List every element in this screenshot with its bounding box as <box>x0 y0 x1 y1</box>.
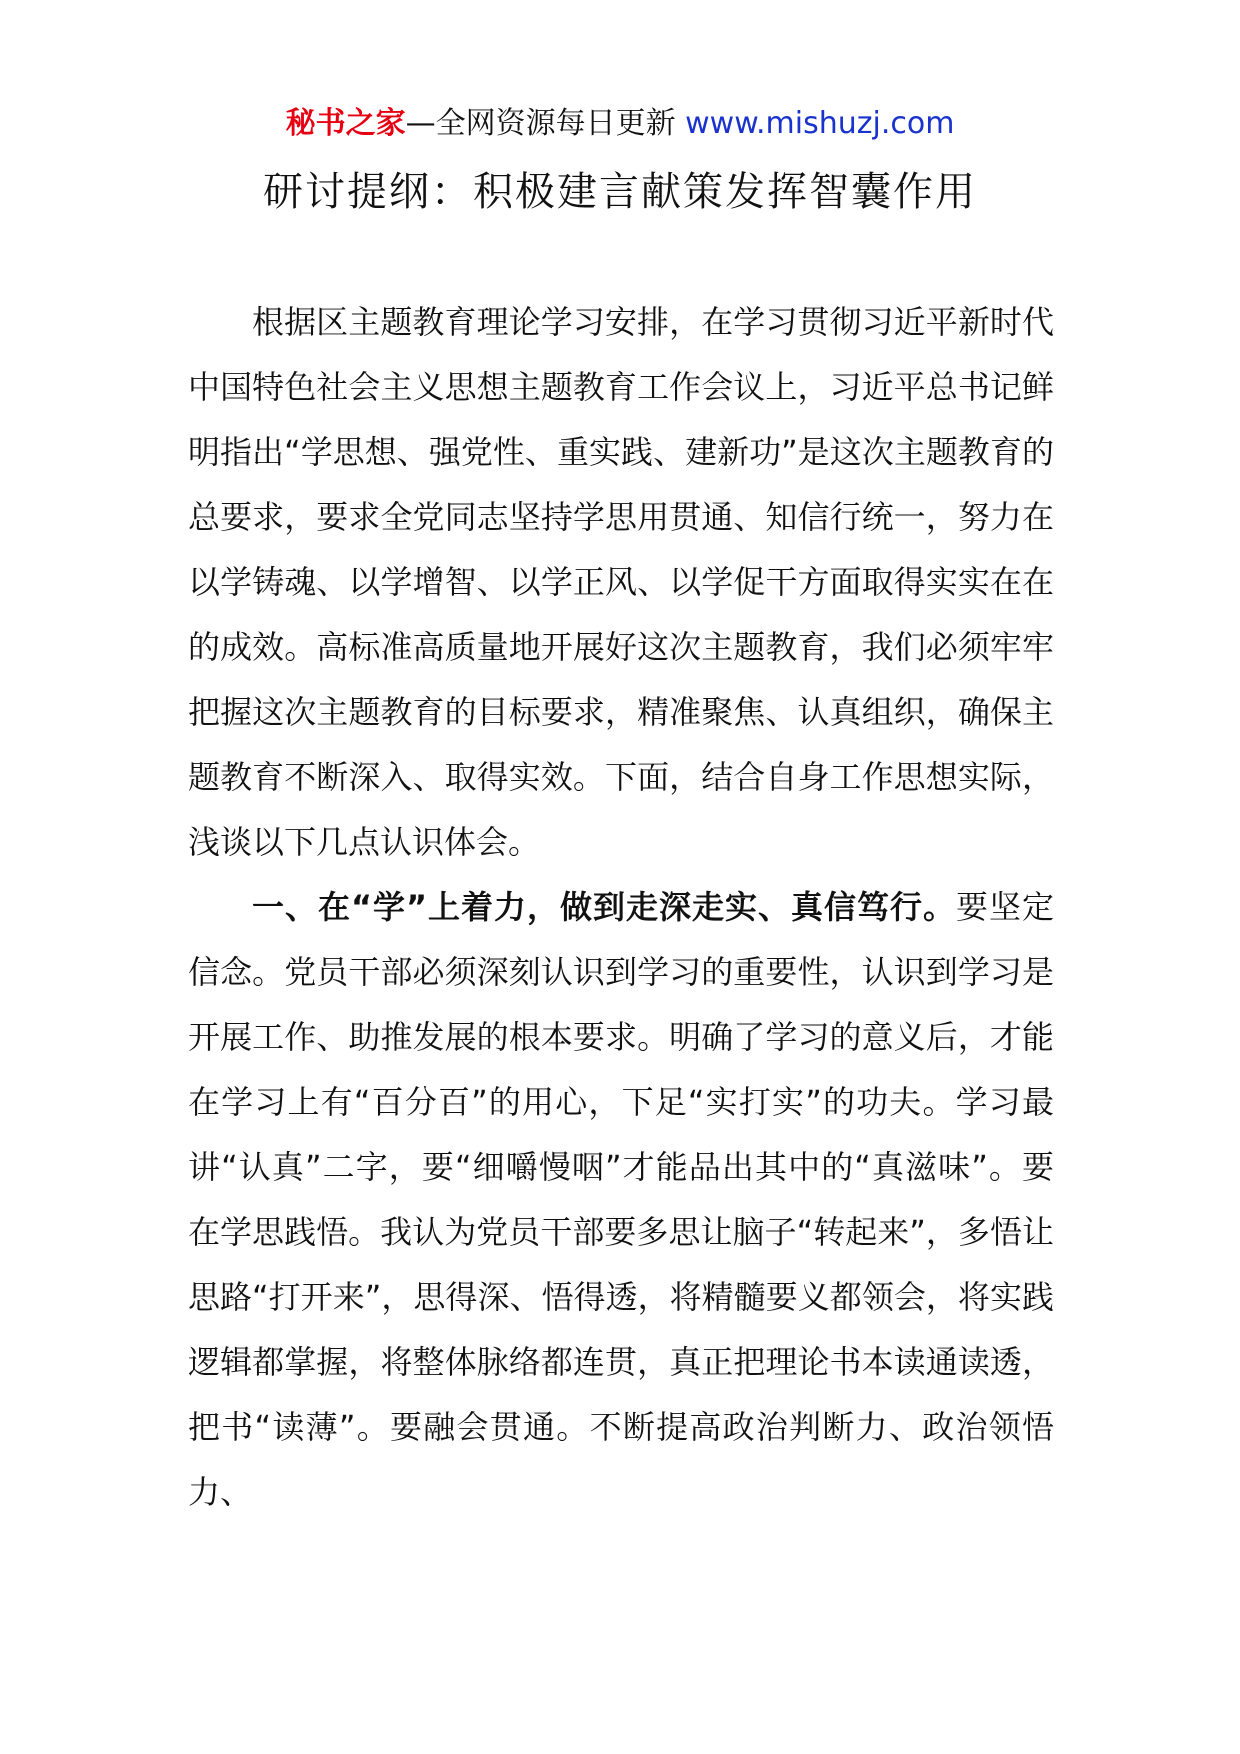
section-heading: 一、在“学”上着力，做到走深走实、真信笃行。 <box>252 888 956 926</box>
paragraph-text: 要坚定信念。党员干部必须深刻认识到学习的重要性，认识到学习是开展工作、助推发展的根本要求。明确了学习的意义后，才能在学习上有“百分百”的用心，下足“实打实”的功夫。学习最讲“认真”二字，要“细嚼慢咽”才能品出其中的“真滋味”。要在学思践悟。我认为党员干部要多思让脑子“转起来”，多悟让思路“打开来”，思得深、悟得透，将精髓要义都领会，将实践逻辑都掌握，将整体脉络都连贯，真正把理论书本读通读透，把书“读薄”。要融会贯通。不断提高政治判断力、政治领悟力、 <box>188 888 1054 1511</box>
paragraph-text: 根据区主题教育理论学习安排，在学习贯彻习近平新时代中国特色社会主义思想主题教育工作会议上，习近平总书记鲜明指出“学思想、强党性、重实践、建新功”是这次主题教育的总要求，要求全党同志坚持学思用贯通、知信行统一，努力在以学铸魂、以学增智、以学正风、以学促干方面取得实实在在的成效。高标准高质量地开展好这次主题教育，我们必须牢牢把握这次主题教育的目标要求，精准聚焦、认真组织，确保主题教育不断深入、取得实效。下面，结合自身工作思想实际，浅谈以下几点认识体会。 <box>188 303 1054 861</box>
document-body <box>188 290 1054 1525</box>
paragraph-intro <box>188 290 1054 875</box>
site-url-link[interactable]: www.mishuzj.com <box>685 106 955 141</box>
document-title: 研讨提纲：积极建言献策发挥智囊作用 <box>263 169 977 215</box>
banner-slogan: —全网资源每日更新 <box>405 106 686 141</box>
brand-name: 秘书之家 <box>285 106 406 141</box>
paragraph-section-one <box>188 875 1054 1525</box>
site-banner <box>0 104 1240 144</box>
